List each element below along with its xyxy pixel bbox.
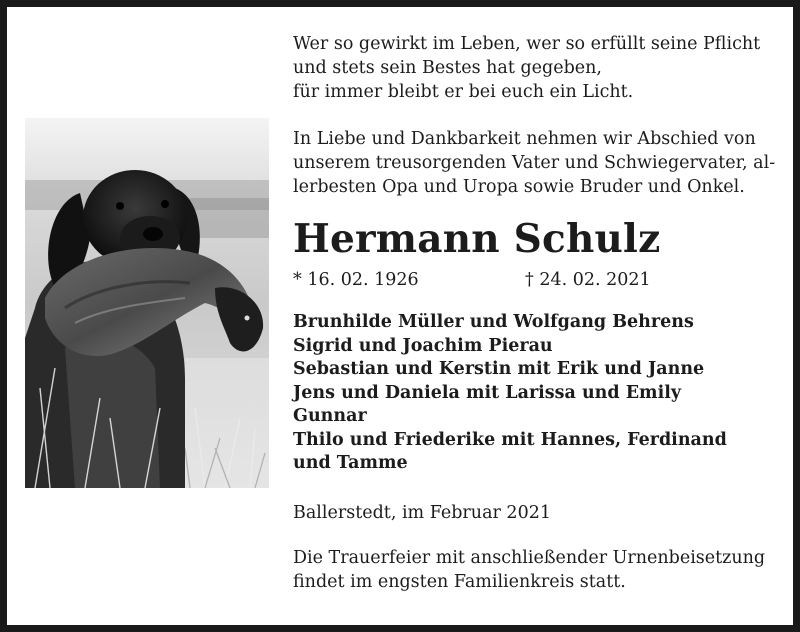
dog-photo <box>25 118 269 488</box>
intro-line: lerbesten Opa und Uropa sowie Bruder und Onkel. <box>293 177 745 197</box>
verse-line: für immer bleibt er bei euch ein Licht. <box>293 82 634 102</box>
obituary-text <box>293 32 776 594</box>
intro-line: unserem treusorgenden Vater und Schwiegervater, al- <box>293 153 776 173</box>
mourner-line: und Tamme <box>293 453 408 473</box>
verse-line: Wer so gewirkt im Leben, wer so erfüllt seine Pflicht <box>293 34 761 54</box>
verse <box>293 32 773 104</box>
mourner-line: Thilo und Friederike mit Hannes, Ferdinand <box>293 429 727 450</box>
life-dates <box>293 268 773 292</box>
funeral-line: Die Trauerfeier mit anschließender Urnenbeisetzung <box>293 547 766 568</box>
funeral-line: findet im engsten Familienkreis statt. <box>293 571 626 592</box>
dog-with-bird-illustration <box>25 118 269 488</box>
place-date: Ballerstedt, im Februar 2021 <box>293 502 551 523</box>
deceased-name: Hermann Schulz <box>293 216 661 262</box>
death-date: † 24. 02. 2021 <box>525 270 651 290</box>
mourner-line: Sigrid und Joachim Pierau <box>293 335 553 356</box>
mourner-line: Brunhilde Müller und Wolfgang Behrens <box>293 312 694 332</box>
verse-line: und stets sein Bestes hat gegeben, <box>293 58 602 78</box>
intro-paragraph <box>293 127 776 199</box>
mourners-list <box>293 311 773 476</box>
funeral-note <box>293 546 773 594</box>
intro-line: In Liebe und Dankbarkeit nehmen wir Abschied von <box>293 129 756 149</box>
mourner-line: Jens und Daniela mit Larissa und Emily <box>293 382 682 403</box>
mourner-line: Gunnar <box>293 406 367 426</box>
birth-date: * 16. 02. 1926 <box>293 270 419 290</box>
mourner-line: Sebastian und Kerstin mit Erik und Janne <box>293 359 705 379</box>
